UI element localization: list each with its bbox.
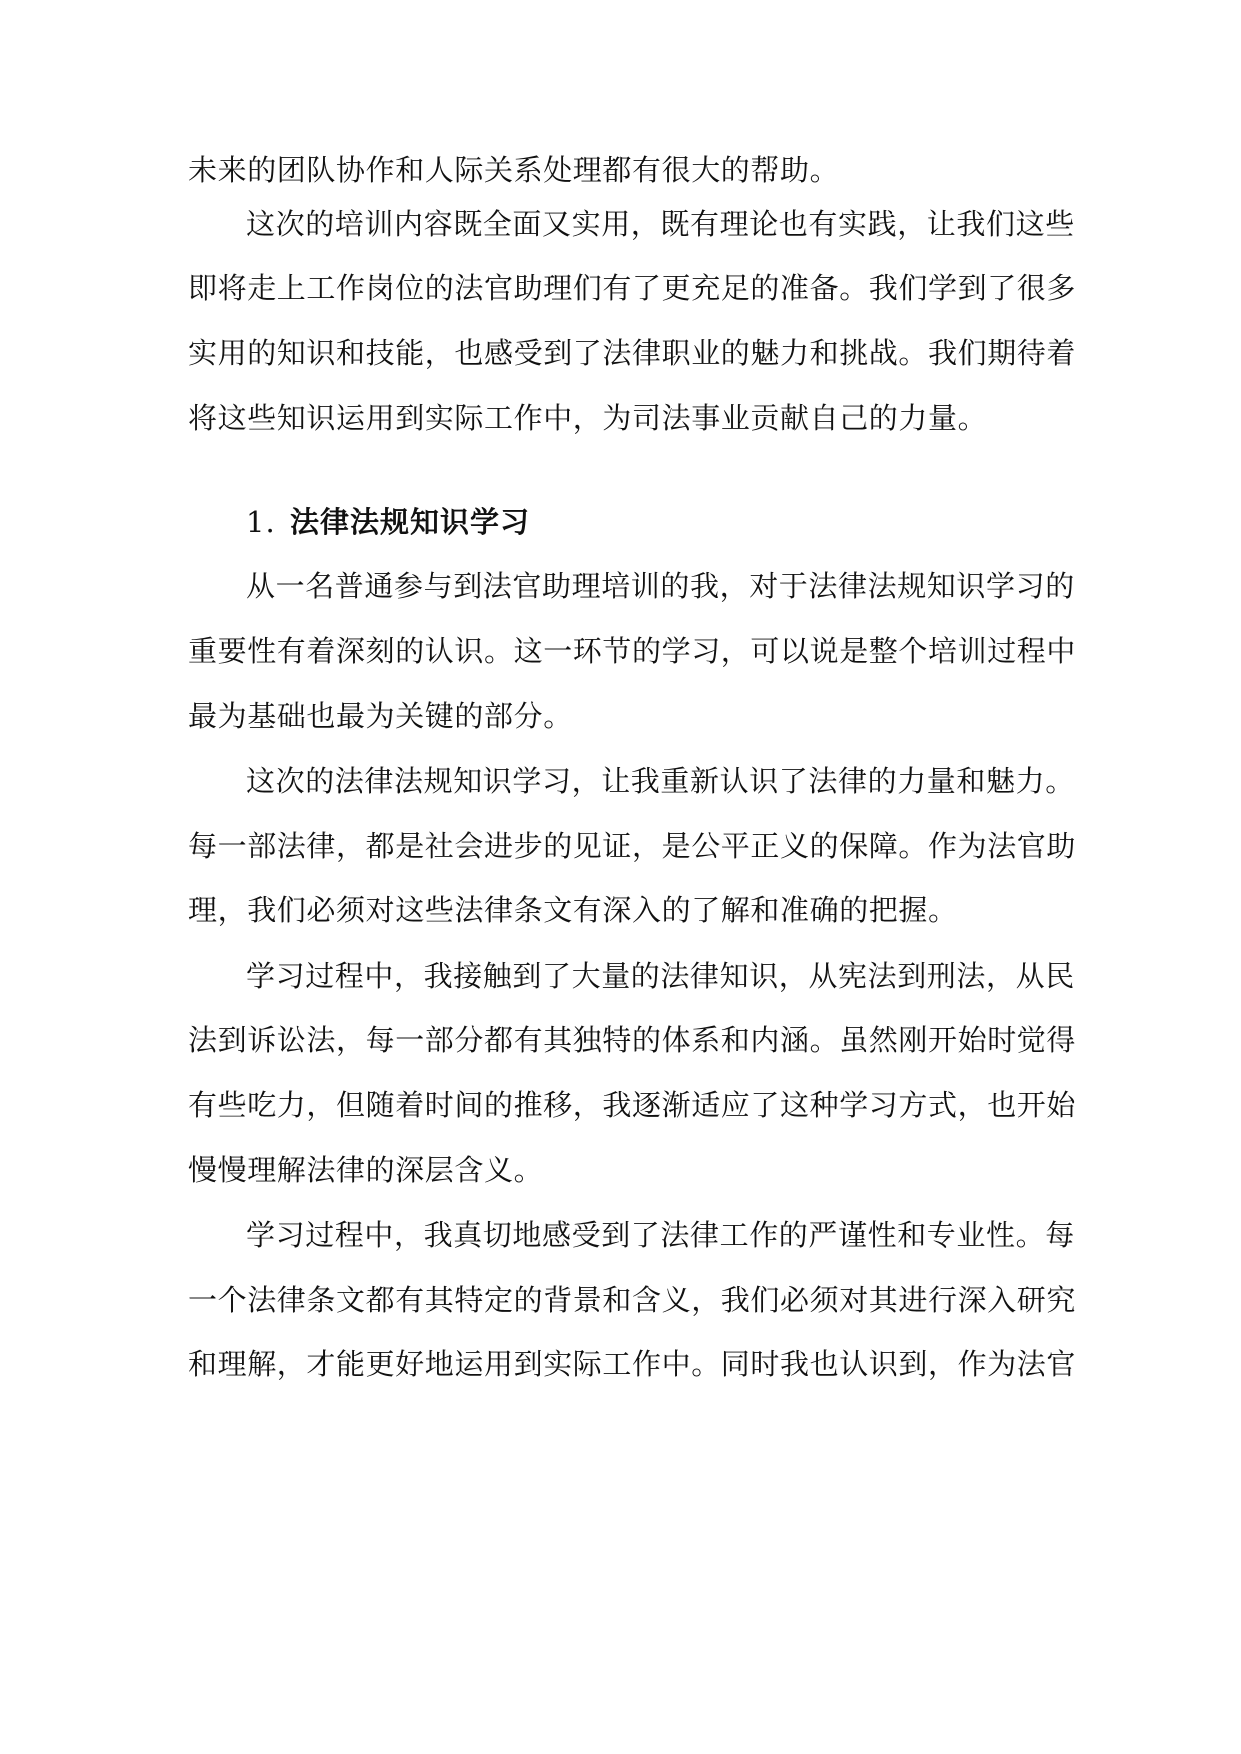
section-heading <box>246 502 1121 542</box>
text-line: 最为基础也最为关键的部分。 <box>188 699 573 733</box>
paragraph-first-line: 学习过程中，我真切地感受到了法律工作的严谨性和专业性。每 <box>246 1218 1075 1252</box>
text-line: 每一部法律，都是社会进步的见证，是公平正义的保障。作为法官助 <box>188 829 1077 863</box>
section-title: 法律法规知识学习 <box>290 505 531 539</box>
paragraph-first-line: 这次的培训内容既全面又实用，既有理论也有实践，让我们这些 <box>246 207 1075 241</box>
text-line: 慢慢理解法律的深层含义。 <box>188 1153 544 1187</box>
section-number: 1. <box>246 505 276 539</box>
text-line: 法到诉讼法，每一部分都有其独特的体系和内涵。虽然刚开始时觉得 <box>188 1023 1077 1057</box>
paragraph-first-line: 这次的法律法规知识学习，让我重新认识了法律的力量和魅力。 <box>246 764 1075 798</box>
paragraph-first-line: 学习过程中，我接触到了大量的法律知识，从宪法到刑法，从民 <box>246 959 1075 993</box>
text-line: 即将走上工作岗位的法官助理们有了更充足的准备。我们学到了很多 <box>188 271 1077 305</box>
text-line: 有些吃力，但随着时间的推移，我逐渐适应了这种学习方式，也开始 <box>188 1088 1077 1122</box>
text-line: 未来的团队协作和人际关系处理都有很大的帮助。 <box>188 153 840 187</box>
text-line: 实用的知识和技能，也感受到了法律职业的魅力和挑战。我们期待着 <box>188 336 1077 370</box>
paragraph-first-line: 从一名普通参与到法官助理培训的我，对于法律法规知识学习的 <box>246 569 1075 603</box>
text-line: 理，我们必须对这些法律条文有深入的了解和准确的把握。 <box>188 893 958 927</box>
text-line: 一个法律条文都有其特定的背景和含义，我们必须对其进行深入研究 <box>188 1283 1077 1317</box>
text-line: 和理解，才能更好地运用到实际工作中。同时我也认识到，作为法官 <box>188 1347 1077 1381</box>
text-line: 将这些知识运用到实际工作中，为司法事业贡献自己的力量。 <box>188 401 988 435</box>
text-line: 重要性有着深刻的认识。这一环节的学习，可以说是整个培训过程中 <box>188 634 1077 668</box>
